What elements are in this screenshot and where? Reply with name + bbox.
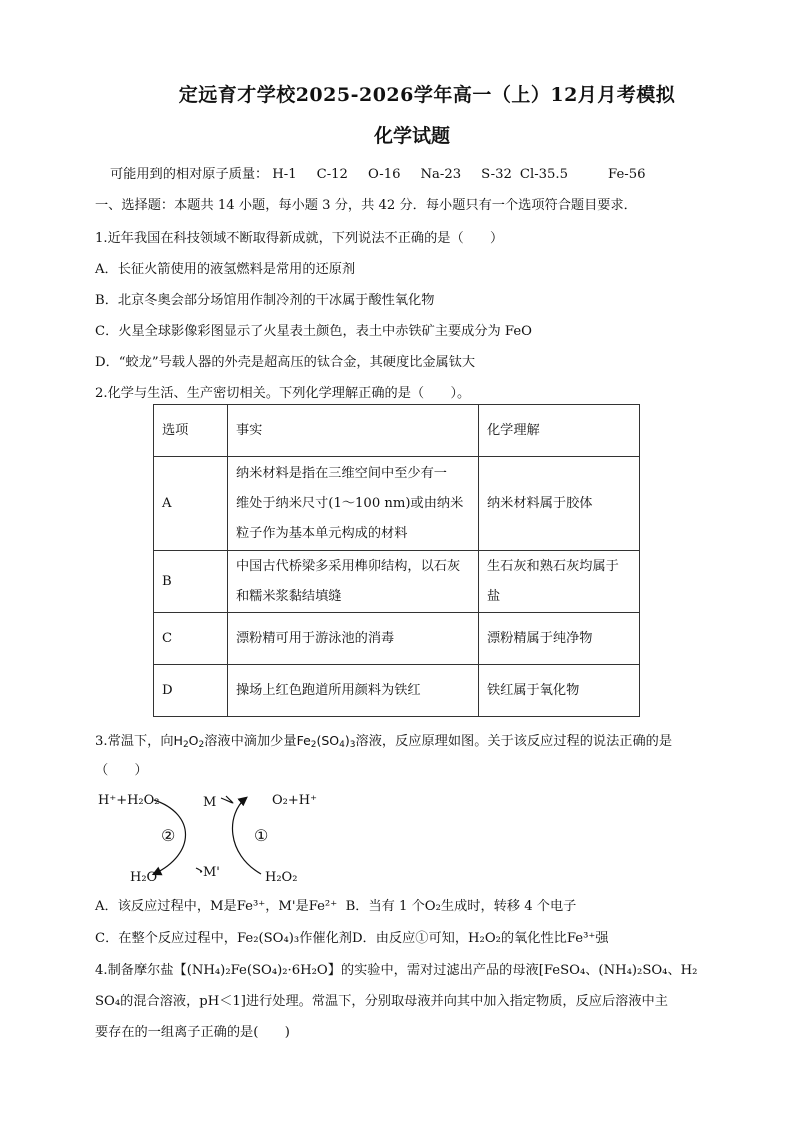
exam-subject: 化学试题 [373, 125, 450, 147]
row-c-fact-line-1: 漂粉精可用于游泳池的消毒 [236, 630, 395, 646]
q4-line-3: 要存在的一组离子正确的是( ) [95, 1025, 290, 1040]
mass-fe: Fe-56 [608, 167, 646, 182]
arrow-top-link [221, 796, 233, 803]
header-option: 选项 [154, 405, 228, 457]
q3-option-d: D．由反应①可知，H₂O₂的氧化性比Fe³⁺强 [351, 931, 609, 946]
q1-option-d: D．“蛟龙”号载人器的外壳是超高压的钛合金，其硬度比金属钛大 [95, 355, 476, 370]
diagram-top-mid: M [203, 795, 217, 810]
diagram-step-1: ① [254, 826, 269, 845]
arrow-left-tail [196, 868, 202, 872]
diagram-top-left: H⁺+H₂O₂ [98, 793, 160, 808]
q3-stem-part-1: 3.常温下，向 [95, 734, 174, 749]
row-b-understanding-line-1: 生石灰和熟石灰均属于 [487, 558, 619, 574]
q2-table [153, 404, 640, 717]
row-a-understanding [479, 457, 640, 551]
row-b-understanding-line-2: 盐 [487, 588, 501, 604]
q1-stem: 1.近年我国在科技领域不断取得新成就，下列说法不正确的是（ ） [95, 231, 504, 246]
row-c-fact [228, 613, 479, 665]
q3-stem [95, 730, 672, 750]
row-c-option: C [154, 613, 228, 665]
q1-option-b: B．北京冬奥会部分场馆用作制冷剂的干冰属于酸性氧化物 [95, 293, 435, 308]
q3-option-c: C．在整个反应过程中，Fe₂(SO₄)₃作催化剂 [95, 931, 352, 946]
atomic-masses-label: 可能用到的相对原子质量： [110, 167, 269, 182]
row-d-fact [228, 665, 479, 717]
mass-cl: Cl-35.5 [519, 167, 569, 182]
mass-o: O-16 [367, 167, 401, 182]
row-a-fact [228, 457, 479, 551]
table-row [154, 665, 640, 717]
mass-h: H-1 [272, 167, 297, 182]
row-b-understanding [479, 551, 640, 613]
formula-fe2so43: $Fe_2(SO_4)_3$ [296, 733, 356, 750]
q1-option-c: C．火星全球影像彩图显示了火星表土颜色，表土中赤铁矿主要成分为 FeO [95, 324, 532, 339]
section-1-intro: 一、选择题：本题共 14 小题，每小题 3 分，共 42 分．每小题只有一个选项符合题目要求． [95, 198, 637, 213]
q3-option-a: A．该反应过程中，M是Fe³⁺，M'是Fe²⁺ [95, 899, 338, 914]
q3-stem-part-2: 溶液中滴加少量 [204, 734, 297, 749]
table-row [154, 613, 640, 665]
diagram-bottom-right: H₂O₂ [265, 870, 298, 885]
table-row [154, 457, 640, 551]
formula-h2o2: $H_2O_2$ [173, 733, 205, 750]
q3-stem-part-3: 溶液，反应原理如图。关于该反应过程的说法正确的是 [355, 734, 673, 749]
exam-title: 定远育才学校2025-2026学年高一（上）12月月考模拟 [178, 84, 676, 106]
row-a-understanding-line-1: 纳米材料属于胶体 [487, 495, 593, 511]
row-a-fact-line-3: 粒子作为基本单元构成的材料 [236, 525, 408, 541]
row-a-fact-line-1: 纳米材料是指在三维空间中至少有一 [236, 465, 447, 481]
diagram-step-2: ② [161, 826, 176, 845]
header-understanding: 化学理解 [479, 405, 640, 457]
mass-c: C-12 [316, 167, 348, 182]
q2-stem: 2.化学与生活、生产密切相关。下列化学理解正确的是（ ）。 [95, 386, 471, 401]
row-c-understanding-line-1: 漂粉精属于纯净物 [487, 630, 593, 646]
diagram-bottom-left: H₂O [130, 870, 158, 885]
q3-option-b: B．当有 1 个O₂生成时，转移 4 个电子 [345, 899, 577, 914]
table-row [154, 551, 640, 613]
q3-option-ab [95, 895, 576, 914]
row-a-fact-line-2: 维处于纳米尺寸(1～100 nm)或由纳米 [236, 495, 464, 511]
q1-option-a: A．长征火箭使用的液氢燃料是常用的还原剂 [95, 262, 356, 277]
row-d-understanding-line-1: 铁红属于氧化物 [487, 682, 580, 698]
row-a-option: A [154, 457, 228, 551]
mass-s: S-32 [481, 167, 512, 182]
row-d-option: D [154, 665, 228, 717]
row-b-fact-line-1: 中国古代桥梁多采用榫卯结构，以石灰 [236, 558, 461, 574]
row-b-fact [228, 551, 479, 613]
row-c-understanding [479, 613, 640, 665]
header-fact: 事实 [228, 405, 479, 457]
table-header-row [154, 405, 640, 457]
q3-option-cd [95, 927, 609, 946]
row-d-fact-line-1: 操场上红色跑道所用颜料为铁红 [236, 682, 421, 698]
q4-line-1: 4.制备摩尔盐【(NH₄)₂Fe(SO₄)₂·6H₂O】的实验中，需对过滤出产品的母液[FeSO₄、(NH₄)₂SO₄、H₂ [95, 963, 698, 978]
reaction-cycle-diagram [96, 784, 326, 889]
row-b-fact-line-2: 和糯米浆黏结填缝 [236, 588, 342, 604]
atomic-masses-line [110, 163, 666, 182]
diagram-top-right: O₂+H⁺ [272, 793, 317, 808]
q3-paren: （ ） [95, 763, 148, 778]
diagram-bottom-mid: M' [203, 865, 220, 880]
q4-line-2: SO₄的混合溶液，pH＜1]进行处理。常温下，分别取母液并向其中加入指定物质，反应后溶液中主 [95, 994, 668, 1009]
row-d-understanding [479, 665, 640, 717]
row-b-option: B [154, 551, 228, 613]
mass-na: Na-23 [420, 167, 462, 182]
